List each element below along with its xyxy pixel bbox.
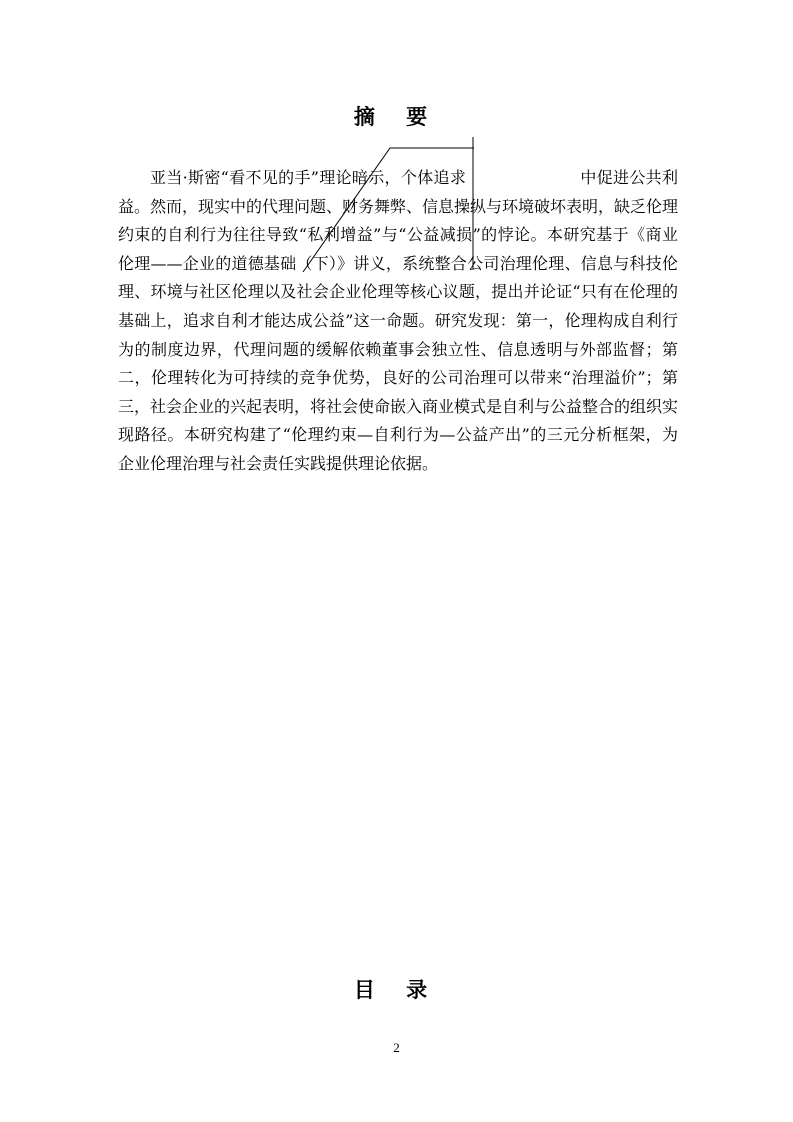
toc-title: 目 录 xyxy=(353,977,440,1002)
page-number: 2 xyxy=(393,1040,400,1055)
abstract-title: 摘 要 xyxy=(353,104,440,129)
abstract-paragraph: 亚当·斯密“看不见的手”理论暗示，个体追求 中促进公共利益。然而，现实中的代理问题、财务舞弊、信息操纵与环境破坏表明，缺乏伦理约束的自利行为往往导致“私利增益”与“公益减损”的悖论。本研究基于《商业伦理——企业的道德基础（下）》讲义，系统整合公司治理伦理、信息与科技伦理、环境与社区伦理以及社会企业伦理等核心议题，提出并论证“只有在伦理的基础上，追求自利才能达成公益”这一命题。研究发现：第一，伦理构成自利行为的制度边界，代理问题的缓解依赖董事会独立性、信息透明与外部监督；第二，伦理转化为可持续的竞争优势，良好的公司治理可以带来“治理溢价”；第三，社会企业的兴起表明，将社会使命嵌入商业模式是自利与公益整合的组织实现路径。本研究构建了“伦理约束—自利行为—公益产出”的三元分析框架，为企业伦理治理与社会责任实践提供理论依据。 xyxy=(118,168,679,473)
